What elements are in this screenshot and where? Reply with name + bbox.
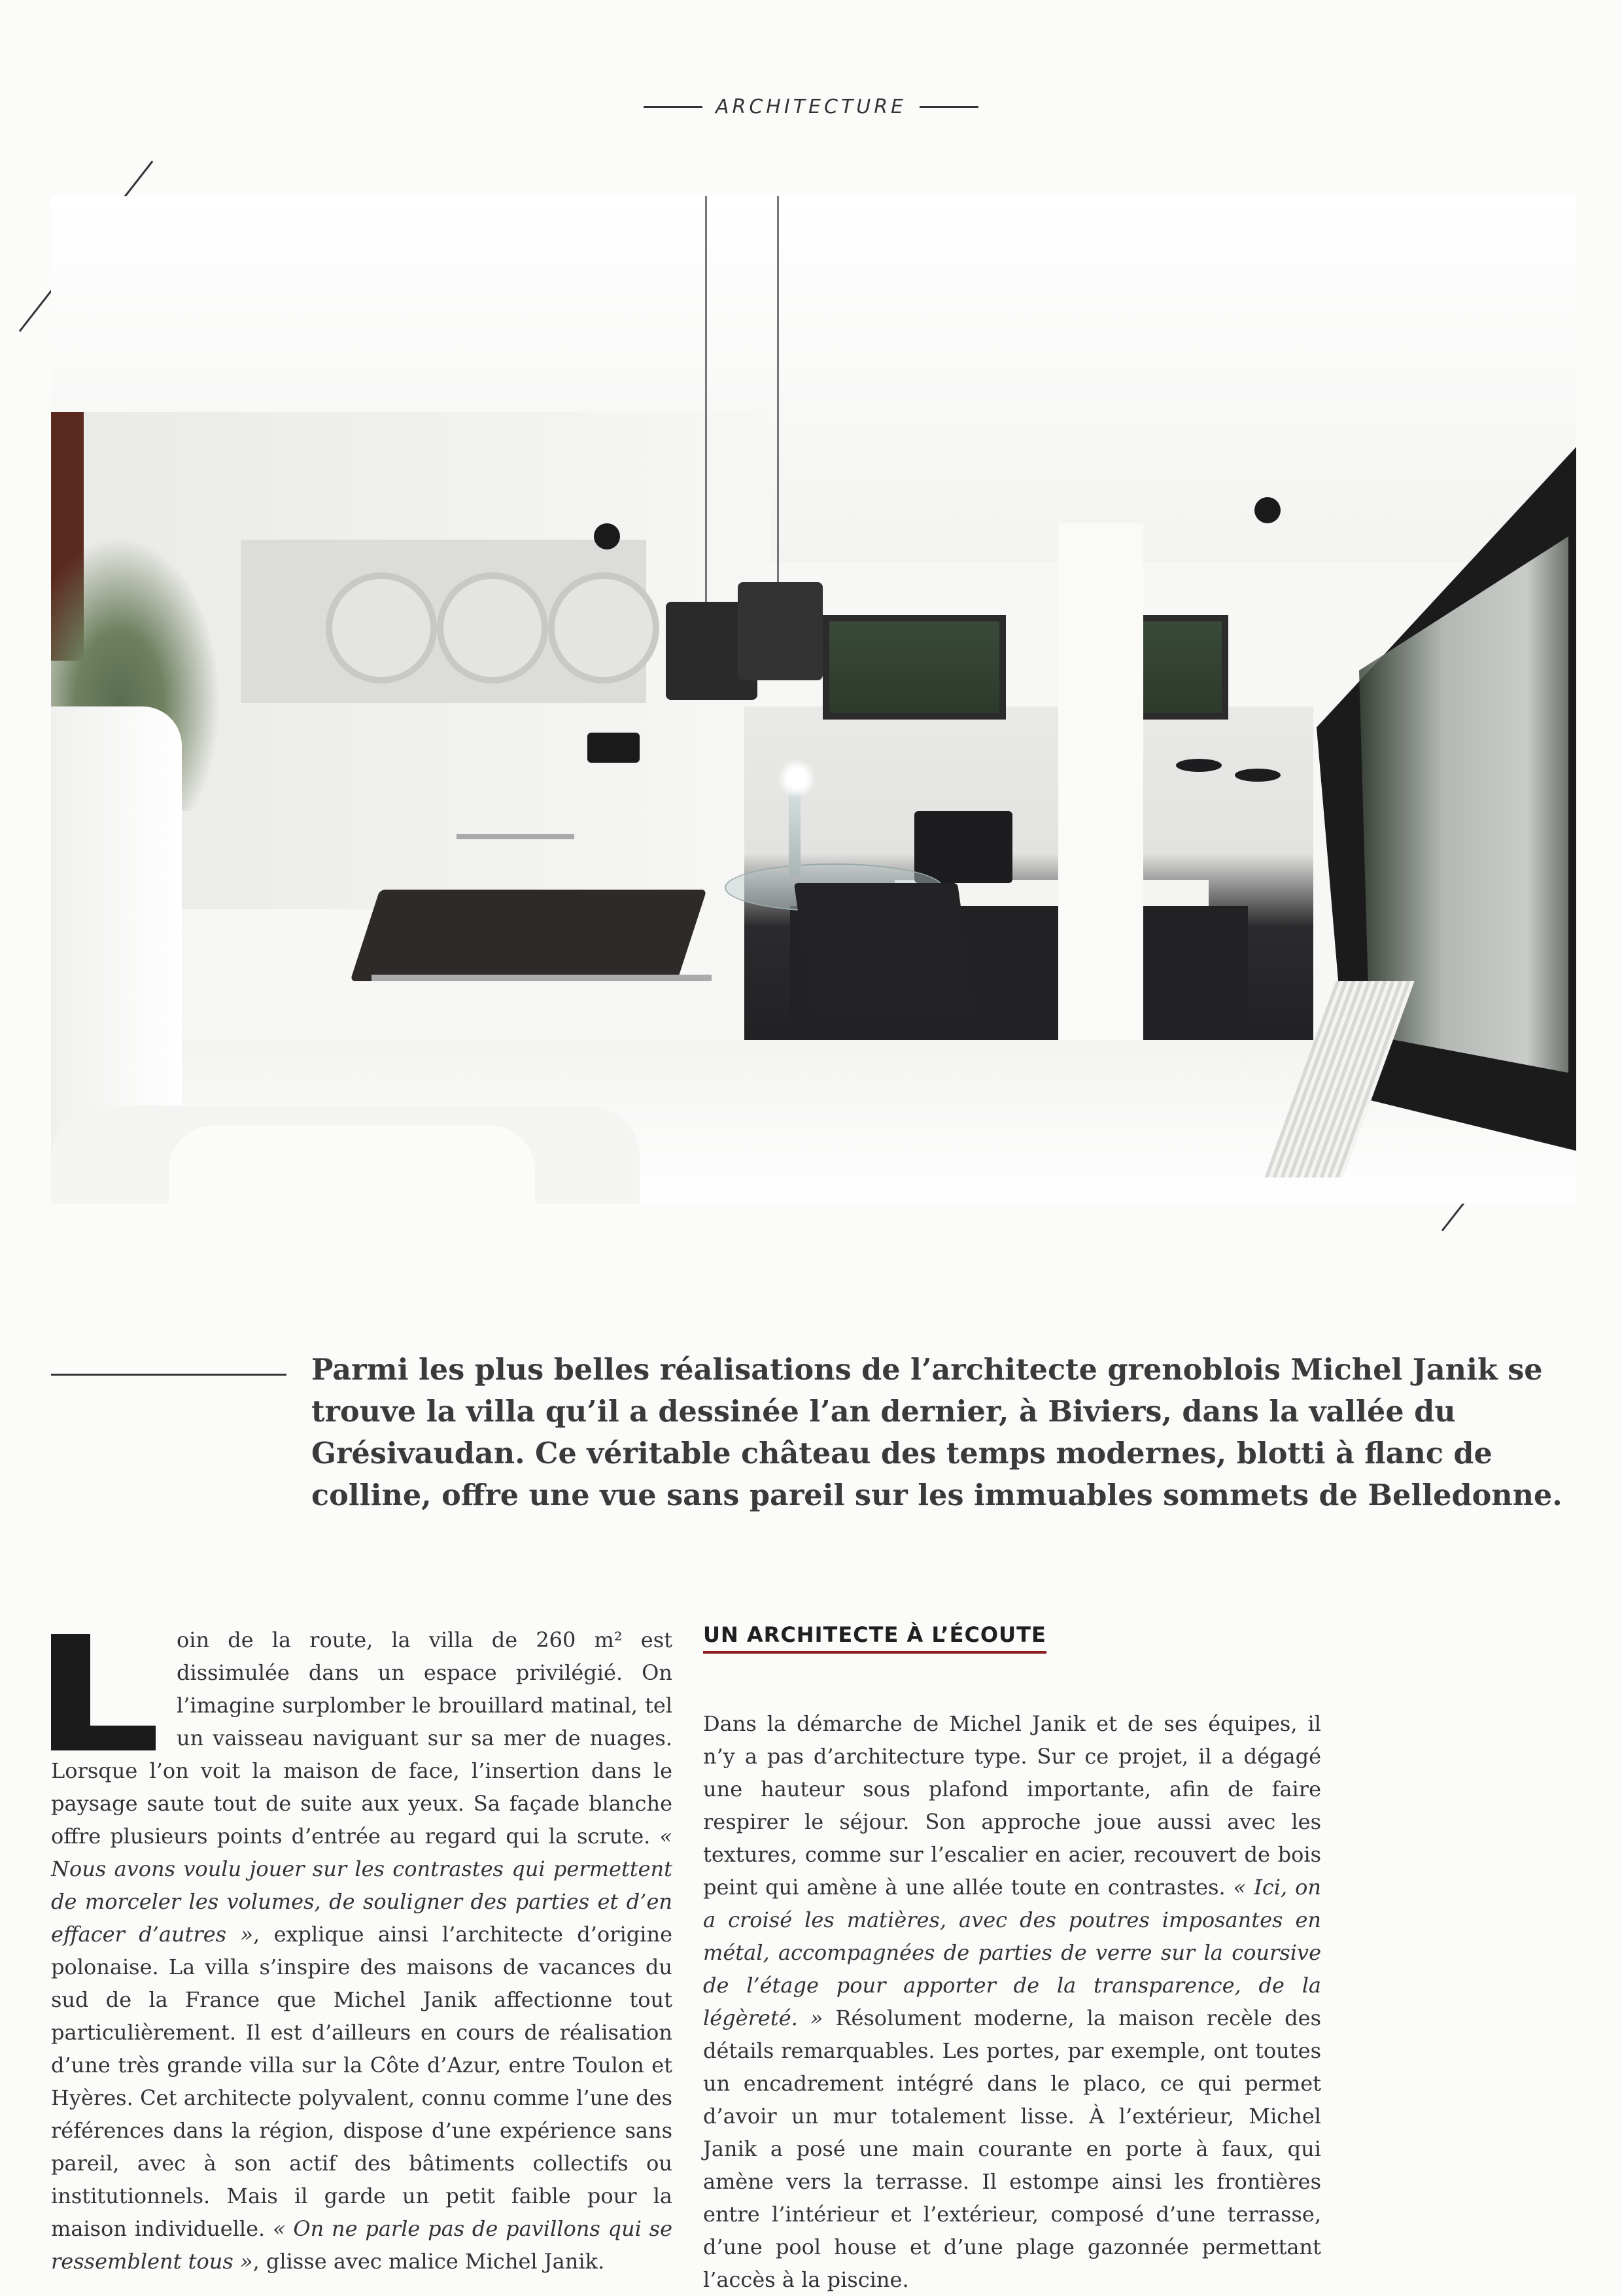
header-rule-left (644, 106, 702, 108)
header-rule-right (920, 106, 978, 108)
body-text: , glisse avec malice Michel Janik. (252, 2249, 605, 2274)
dropcap (51, 1634, 156, 1750)
photo-speaker (594, 523, 620, 549)
photo-speaker (1254, 497, 1281, 523)
relief-circle (437, 572, 548, 684)
body-text: oin de la route, la villa de 260 m² est dissimulée dans un espace privilégié. On l’imagine surplomber le brouillard matinal, tel un vaisseau naviguant sur sa mer de nuages. Lorsque l’on voit la maison de face, l’insertion dans le paysage saute tout de suite aux yeux. Sa façade blanche offre plusieurs points d’entrée au regard qui la scrute. (51, 1627, 672, 1849)
quote: « Ici, on a croisé les matières, avec des poutres imposantes en métal, accompagnées de parties de verre sur la coursive de l’étage pour apporter de la transparence, de la légèreté. » (703, 1875, 1322, 2030)
subheading: UN ARCHITECTE À L’ÉCOUTE (703, 1622, 1046, 1654)
photo-lamp-cord (705, 196, 707, 602)
photo-relief-panel (241, 540, 646, 703)
lead-rule (51, 1374, 286, 1376)
body-text: Résolument moderne, la maison recèle des détails remarquables. Les portes, par exemple, ont toutes un encadrement intégré dans le placo, ce qui permet d’avoir un mur totalement lisse. À l’extérieur, Michel Janik a posé une main courante en porte à faux, qui amène vers la terrasse. Il estompe ainsi les frontières entre l’intérieur et l’extérieur, composé d’une terrasse, d’une pool house et d’une plage gazonnée permettant l’accès à la piscine. (703, 2006, 1321, 2292)
relief-circle (548, 572, 659, 684)
photo-armchair (794, 883, 976, 1014)
lead-paragraph: Parmi les plus belles réalisations de l’architecte grenoblois Michel Janik se trouve la villa qu’il a dessinée l’an dernier, à Biviers, dans la vallée du Grésivaudan. Ce véritable château des temps modernes, blotti à flanc de colline, offre une vue sans pareil sur les immuables sommets de Belledonne. (311, 1353, 1562, 1512)
body-column-right (703, 1707, 1321, 2296)
photo-pendant-lamp (738, 582, 823, 680)
photo-vase (789, 785, 801, 877)
photo-flowers (770, 759, 823, 798)
quote: « On ne parle pas de pavillons qui se ressemblent tous » (51, 2216, 673, 2274)
photo-bar-stool (1235, 769, 1281, 782)
section-header (0, 96, 1622, 118)
body-column-left (51, 1624, 672, 2278)
quote: « Nous avons voulu jouer sur les contrastes qui permettent de morceler les volumes, de souligner des parties et d’en effacer d’autres » (51, 1824, 672, 1947)
relief-circle (326, 572, 437, 684)
photo-lamp-cord (777, 196, 779, 582)
photo-daybed-arm (457, 834, 574, 839)
interior-photo (51, 196, 1576, 1204)
photo-floor-lamp (587, 733, 640, 763)
body-text: , explique ainsi l’architecte d’origine polonaise. La villa s’inspire des maisons de vacances du sud de la France que Michel Janik affectionne tout particulièrement. Il est d’ailleurs en cours de réalisation d’une très grande villa sur la Côte d’Azur, entre Toulon et Hyères. Cet architecte polyvalent, connu comme l’une des références dans la région, dispose d’une expérience sans pareil, avec à son actif des bâtiments collectifs ou institutionnels. Mais il garde un petit faible pour la maison individuelle. (51, 1922, 673, 2241)
photo-bar-stool (1176, 759, 1222, 772)
photo-armchair (914, 811, 1012, 883)
photo-daybed-frame (371, 975, 712, 981)
photo-kitchen-window (823, 615, 1006, 720)
photo-daybed (350, 890, 706, 981)
body-text: Dans la démarche de Michel Janik et de ses équipes, il n’y a pas d’architecture type. Sur ce projet, il a dégagé une hauteur sous plafond importante, afin de faire respirer le séjour. Son approche joue aussi avec les textures, comme sur l’escalier en acier, recouvert de bois peint qui amène à une allée toute en contrastes. (703, 1711, 1321, 1900)
photo-sofa-cushion (169, 1125, 535, 1204)
section-label: ARCHITECTURE (715, 96, 907, 118)
photo-column (1058, 523, 1143, 1125)
